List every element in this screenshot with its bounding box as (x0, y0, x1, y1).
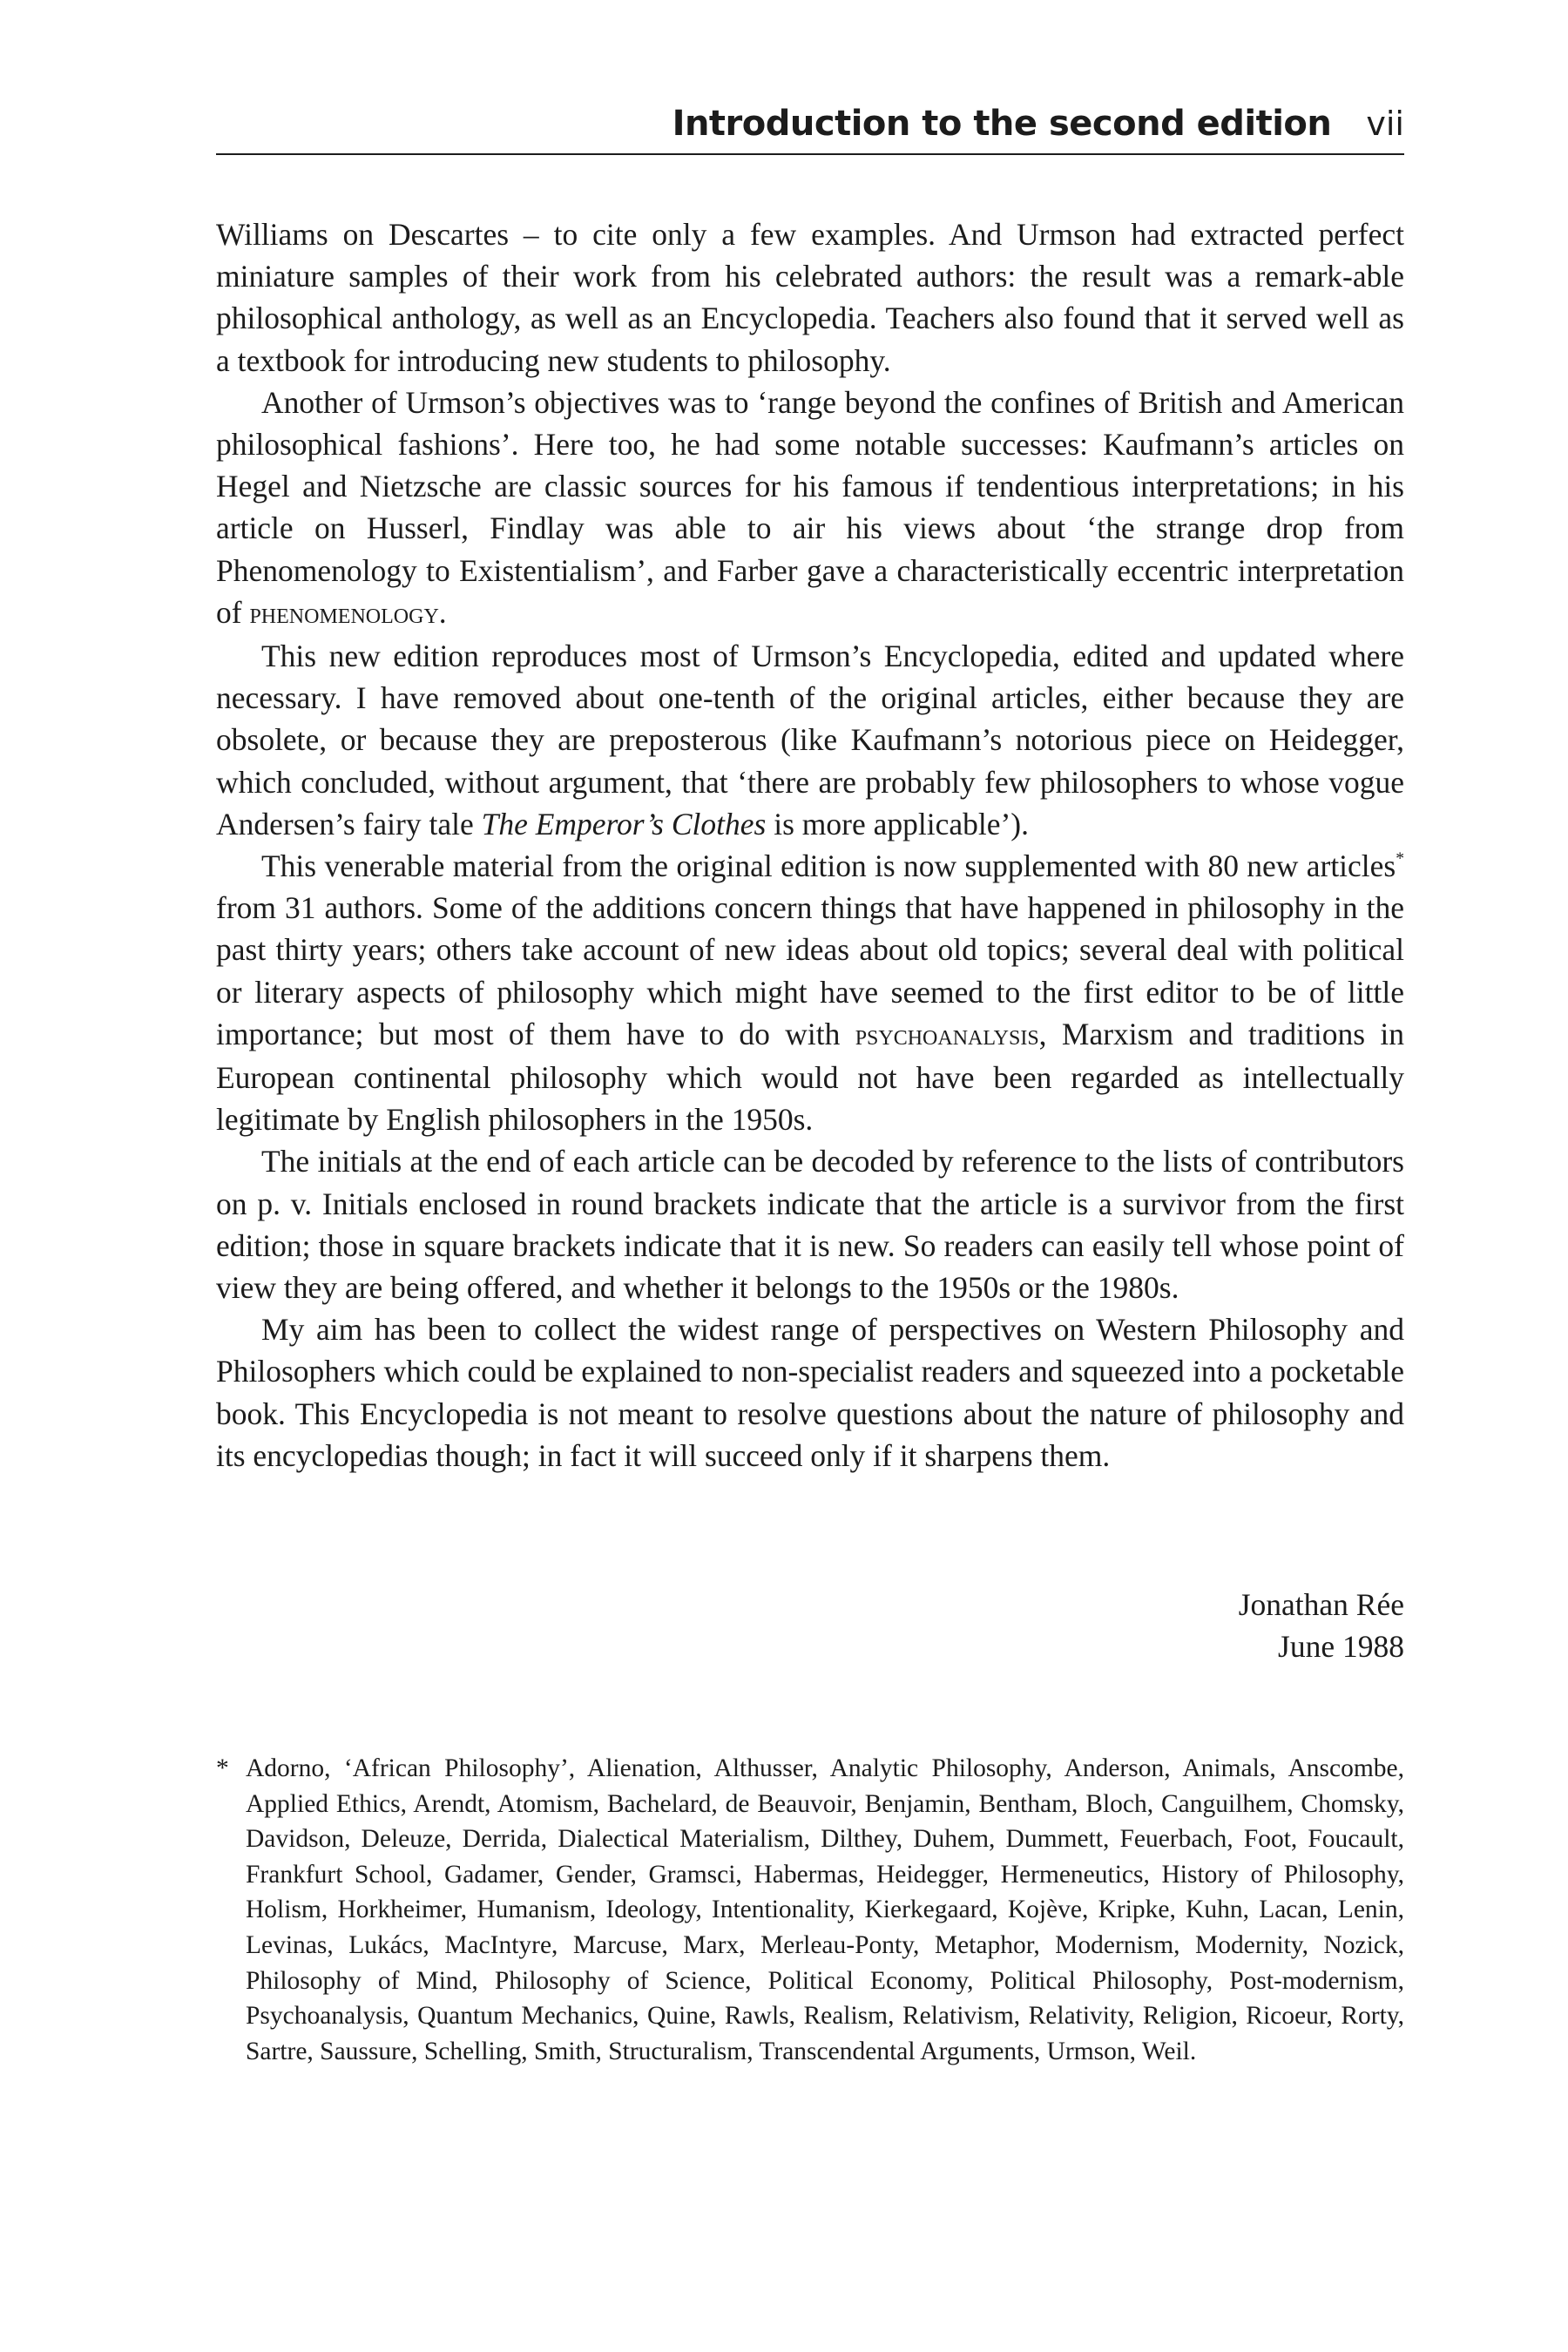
body-text (216, 213, 1404, 1477)
paragraph (216, 845, 1404, 1140)
running-title: Introduction to the second edition (672, 104, 1332, 144)
footnote-reference: * (1396, 849, 1404, 868)
author-name: Jonathan Rée (1238, 1587, 1404, 1622)
cross-reference: psychoanalysis (855, 1018, 1039, 1051)
page-number: vii (1366, 105, 1404, 143)
paragraph-text: , Marxism and traditions in European continental philosophy which would not have been regarded as intellectually legitimate by English philosophers in the 1950s. (216, 1016, 1404, 1138)
paragraph-text: . (438, 594, 447, 630)
signature-date: June 1988 (1278, 1629, 1404, 1664)
paragraph (216, 635, 1404, 845)
footnote-text: Adorno, ‘African Philosophy’, Alienation, Althusser, Analytic Philosophy, Anderson, Animals, Anscombe, Applied Ethics, Arendt, Atomism, Bachelard, de Beauvoir, Benjamin, Bentham, Bloch, Canguilhem, Chomsky, Davidson, Deleuze, Derrida, Dialectical Materialism, Dilthey, Duhem, Dummett, Feuerbach, Foot, Foucault, Frankfurt School, Gadamer, Gender, Gramsci, Habermas, Heidegger, Hermeneutics, History of Philosophy, Holism, Horkheimer, Humanism, Ideology, Intentionality, Kierkegaard, Kojève, Kripke, Kuhn, Lacan, Lenin, Levinas, Lukács, MacIntyre, Marcuse, Marx, Merleau-Ponty, Metaphor, Modernism, Modernity, Nozick, Philosophy of Mind, Philosophy of Science, Political Economy, Political Philosophy, Post-modernism, Psychoanalysis, Quantum Mechanics, Quine, Rawls, Realism, Relativism, Relativity, Religion, Ricoeur, Rorty, Sartre, Saussure, Schelling, Smith, Structuralism, Transcendental Arguments, Urmson, Weil. (246, 1754, 1404, 2065)
paragraph-text: The initials at the end of each article can be decoded by reference to the lists of contributors on p. v. Initials enclosed in round brackets indicate that the article is a survivor from the first edition; those in square brackets indicate that it is new. So readers can easily tell whose point of view they are being offered, and whether it belongs to the 1950s or the 1980s. (216, 1144, 1404, 1306)
paragraph-text: from 31 authors. Some of the additions concern things that have happened in philosophy in the past thirty years; others take account of new ideas about old topics; several deal with political or literary aspects of philosophy which might have seemed to the first editor to be of little importance; but most of them have to do with (216, 890, 1404, 1051)
paragraph-text: Williams on Descartes – to cite only a few examples. And Urmson had extracted perfect miniature samples of their work from his celebrated authors: the result was a remark-able philosophical anthology, as well as an Encyclopedia. Teachers also found that it served well as a textbook for introducing new students to philosophy. (216, 217, 1404, 378)
paragraph-text: My aim has been to collect the widest range of perspectives on Western Philosophy and Philosophers which could be explained to non-specialist readers and squeezed into a pocketable book. This Encyclopedia is not meant to resolve questions about the nature of philosophy and its encyclopedias though; in fact it will succeed only if it sharpens them. (216, 1312, 1404, 1473)
footnote (216, 1751, 1404, 2069)
cross-reference: phenomenology (249, 597, 439, 630)
footnote-marker: * (216, 1754, 229, 1782)
paragraph (216, 1308, 1404, 1477)
paragraph-text: is more applicable’). (766, 806, 1029, 841)
signature-block (958, 1584, 1404, 1667)
paragraph-text: This venerable material from the original edition is now supplemented with 80 new articles (261, 848, 1396, 884)
italic-title: The Emperor’s Clothes (481, 806, 767, 841)
paragraph-text: Another of Urmson’s objectives was to ‘range beyond the confines of British and American philosophical fashions’. Here too, he had some notable successes: Kaufmann’s articles on Hegel and Nietzsche are classic sources for his famous if tendentious interpretations; in his article on Husserl, Findlay was able to air his views about ‘the strange drop from Phenomenology to Existentialism’, and Farber gave a characteristically eccentric interpretation of (216, 384, 1404, 630)
paragraph (216, 1140, 1404, 1308)
paragraph-text: This new edition reproduces most of Urmson’s Encyclopedia, edited and updated where necessary. I have removed about one-tenth of the original articles, either because they are obsolete, or because they are preposterous (like Kaufmann’s notorious piece on Heidegger, which concluded, without argument, that ‘there are probably few philosophers to whose vogue Andersen’s fairy tale (216, 639, 1404, 841)
page-header (216, 94, 1404, 155)
paragraph (216, 382, 1404, 635)
paragraph (216, 213, 1404, 382)
